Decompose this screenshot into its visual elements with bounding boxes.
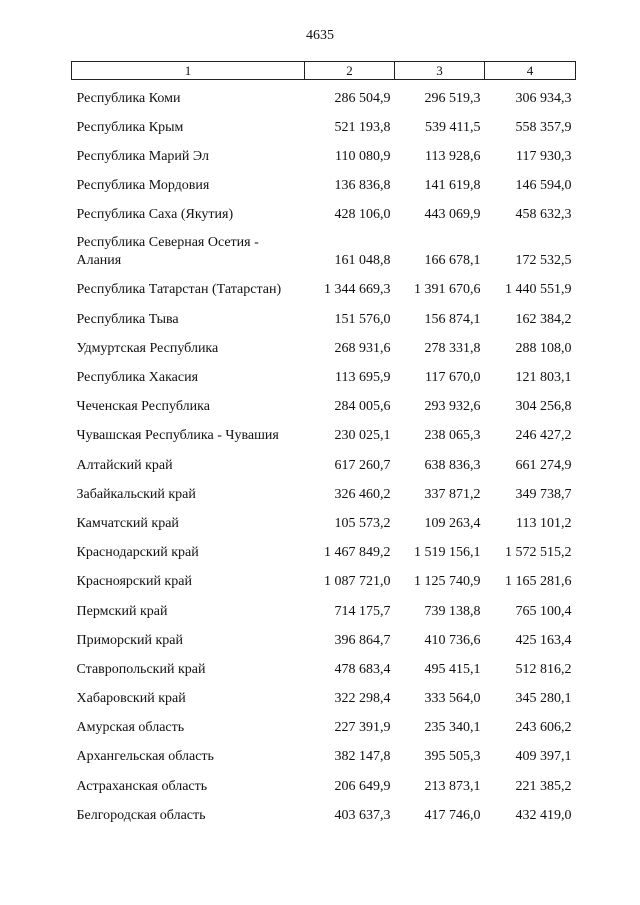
value-col2-cell: 1 467 849,2	[324, 545, 391, 561]
region-name-cell: Республика Хакасия	[76, 370, 199, 385]
region-name-cell: Республика Саха (Якутия)	[76, 207, 234, 223]
table-header	[72, 62, 576, 80]
value-col4-cell: 345 280,1	[515, 691, 572, 707]
table-row	[72, 270, 576, 299]
table-row	[72, 708, 576, 737]
table-row	[72, 650, 576, 679]
column-header-2: 2	[305, 62, 395, 80]
table-row	[72, 416, 576, 445]
value-col2-cell: 113 695,9	[335, 370, 391, 385]
value-col4-cell: 146 594,0	[515, 178, 572, 194]
value-col3-cell: 410 736,6	[424, 632, 481, 648]
value-col2-cell: 617 260,7	[334, 457, 391, 473]
value-col3-cell: 1 125 740,9	[414, 574, 481, 590]
value-col4-cell: 246 427,2	[515, 428, 572, 444]
value-col4-cell: 304 256,8	[515, 399, 572, 415]
value-col4-cell: 1 572 515,2	[505, 545, 572, 561]
value-col4-cell: 113 101,2	[516, 515, 572, 531]
value-col4-cell: 661 274,9	[515, 457, 572, 473]
value-col3-cell: 293 932,6	[424, 399, 481, 415]
value-col3-cell: 109 263,4	[424, 515, 481, 531]
region-name-cell: Чувашская Республика - Чувашия	[76, 428, 279, 444]
value-col4-cell: 162 384,2	[515, 311, 572, 327]
region-name-cell: Белгородская область	[76, 807, 206, 823]
table-row	[72, 137, 576, 166]
value-col2-cell: 268 931,6	[334, 340, 391, 356]
region-name-cell: Республика Крым	[76, 119, 184, 135]
table-row	[72, 737, 576, 766]
region-name-cell: Приморский край	[76, 632, 183, 648]
header-row	[72, 62, 576, 80]
value-col2-cell: 286 504,9	[334, 90, 391, 106]
value-col4-cell: 172 532,5	[515, 253, 572, 269]
value-col2-cell: 1 087 721,0	[324, 574, 391, 590]
value-col2-cell: 1 344 669,3	[324, 282, 391, 298]
value-col3-cell: 156 874,1	[424, 311, 481, 327]
table-row	[72, 679, 576, 708]
value-col2-cell: 428 106,0	[334, 207, 391, 223]
data-table	[71, 61, 576, 825]
value-col3-cell: 333 564,0	[424, 691, 481, 707]
value-col2-cell: 110 080,9	[335, 148, 391, 164]
table-row	[72, 621, 576, 650]
table-row	[72, 445, 576, 474]
region-name-cell: Камчатский край	[76, 515, 179, 531]
value-col2-cell: 326 460,2	[334, 486, 391, 502]
table-row	[72, 329, 576, 358]
region-name-cell: Республика Северная Осетия - Алания	[76, 235, 259, 269]
value-col3-cell: 1 391 670,6	[414, 282, 481, 298]
value-col2-cell: 521 193,8	[334, 119, 391, 135]
value-col4-cell: 121 803,1	[515, 370, 572, 385]
value-col4-cell: 765 100,4	[515, 603, 572, 619]
table-row	[72, 358, 576, 387]
column-header-1: 1	[72, 62, 305, 80]
value-col3-cell: 296 519,3	[424, 90, 481, 106]
region-name-cell: Алтайский край	[76, 457, 173, 473]
value-col4-cell: 512 816,2	[515, 661, 572, 677]
value-col3-cell: 278 331,8	[424, 340, 481, 356]
value-col3-cell: 337 871,2	[424, 486, 481, 502]
value-col3-cell: 539 411,5	[425, 119, 481, 135]
value-col3-cell: 141 619,8	[424, 178, 481, 194]
value-col4-cell: 221 385,2	[515, 778, 572, 794]
table-row	[72, 80, 576, 108]
table-row	[72, 562, 576, 591]
value-col4-cell: 306 934,3	[515, 90, 572, 106]
value-col2-cell: 151 576,0	[334, 311, 391, 327]
value-col3-cell: 117 670,0	[425, 370, 481, 385]
value-col4-cell: 1 165 281,6	[505, 574, 572, 590]
value-col3-cell: 638 836,3	[424, 457, 481, 473]
table-row	[72, 387, 576, 416]
table-row	[72, 475, 576, 504]
value-col4-cell: 117 930,3	[516, 148, 572, 164]
value-col4-cell: 243 606,2	[515, 720, 572, 736]
table-row	[72, 591, 576, 620]
value-col2-cell: 396 864,7	[334, 632, 391, 648]
value-col3-cell: 443 069,9	[424, 207, 481, 223]
value-col3-cell: 739 138,8	[424, 603, 481, 619]
value-col3-cell: 495 415,1	[424, 661, 481, 677]
region-name-cell: Республика Тыва	[76, 311, 179, 327]
region-name-cell: Пермский край	[76, 603, 168, 619]
value-col3-cell: 395 505,3	[424, 749, 481, 765]
region-name-cell: Республика Марий Эл	[76, 148, 209, 164]
table-row	[72, 224, 576, 270]
table-row	[72, 195, 576, 224]
table-row	[72, 796, 576, 825]
region-name-cell: Ставропольский край	[76, 661, 206, 677]
table-row	[72, 504, 576, 533]
region-name-cell: Астраханская область	[76, 778, 208, 794]
value-col2-cell: 227 391,9	[334, 720, 391, 736]
value-col2-cell: 230 025,1	[334, 428, 391, 444]
value-col3-cell: 166 678,1	[424, 253, 481, 269]
value-col2-cell: 161 048,8	[334, 253, 391, 269]
value-col3-cell: 213 873,1	[424, 778, 481, 794]
value-col3-cell: 235 340,1	[424, 720, 481, 736]
value-col2-cell: 284 005,6	[334, 399, 391, 415]
value-col3-cell: 1 519 156,1	[414, 545, 481, 561]
region-name-cell: Республика Татарстан (Татарстан)	[76, 282, 282, 298]
table-row	[72, 166, 576, 195]
value-col4-cell: 458 632,3	[515, 207, 572, 223]
region-name-cell: Красноярский край	[76, 574, 192, 590]
table-body	[72, 80, 576, 825]
value-col4-cell: 288 108,0	[515, 340, 572, 356]
value-col3-cell: 238 065,3	[424, 428, 481, 444]
region-name-cell: Хабаровский край	[76, 691, 186, 707]
region-name-cell: Республика Коми	[76, 90, 181, 106]
value-col2-cell: 403 637,3	[334, 807, 391, 823]
page-number: 4635	[306, 28, 334, 43]
region-name-cell: Краснодарский край	[76, 545, 199, 561]
column-header-4: 4	[485, 62, 576, 80]
value-col4-cell: 409 397,1	[515, 749, 572, 765]
table-row	[72, 766, 576, 795]
value-col3-cell: 417 746,0	[424, 807, 481, 823]
table-row	[72, 533, 576, 562]
value-col2-cell: 105 573,2	[334, 515, 391, 531]
value-col2-cell: 136 836,8	[334, 178, 391, 194]
value-col4-cell: 432 419,0	[515, 807, 572, 823]
value-col2-cell: 382 147,8	[334, 749, 391, 765]
region-name-cell: Чеченская Республика	[76, 399, 210, 415]
value-col4-cell: 349 738,7	[515, 486, 572, 502]
region-name-cell: Забайкальский край	[76, 486, 196, 502]
value-col2-cell: 322 298,4	[334, 691, 391, 707]
region-name-cell: Республика Мордовия	[76, 178, 210, 194]
value-col4-cell: 1 440 551,9	[505, 282, 572, 298]
column-header-3: 3	[395, 62, 485, 80]
value-col4-cell: 558 357,9	[515, 119, 572, 135]
value-col4-cell: 425 163,4	[515, 632, 572, 648]
region-name-cell: Архангельская область	[76, 749, 214, 765]
region-name-cell: Удмуртская Республика	[76, 340, 219, 356]
value-col2-cell: 478 683,4	[334, 661, 391, 677]
region-name-cell: Амурская область	[76, 720, 185, 736]
table-row	[72, 108, 576, 137]
value-col2-cell: 206 649,9	[334, 778, 391, 794]
value-col2-cell: 714 175,7	[334, 603, 391, 619]
value-col3-cell: 113 928,6	[425, 148, 481, 164]
table-row	[72, 299, 576, 328]
